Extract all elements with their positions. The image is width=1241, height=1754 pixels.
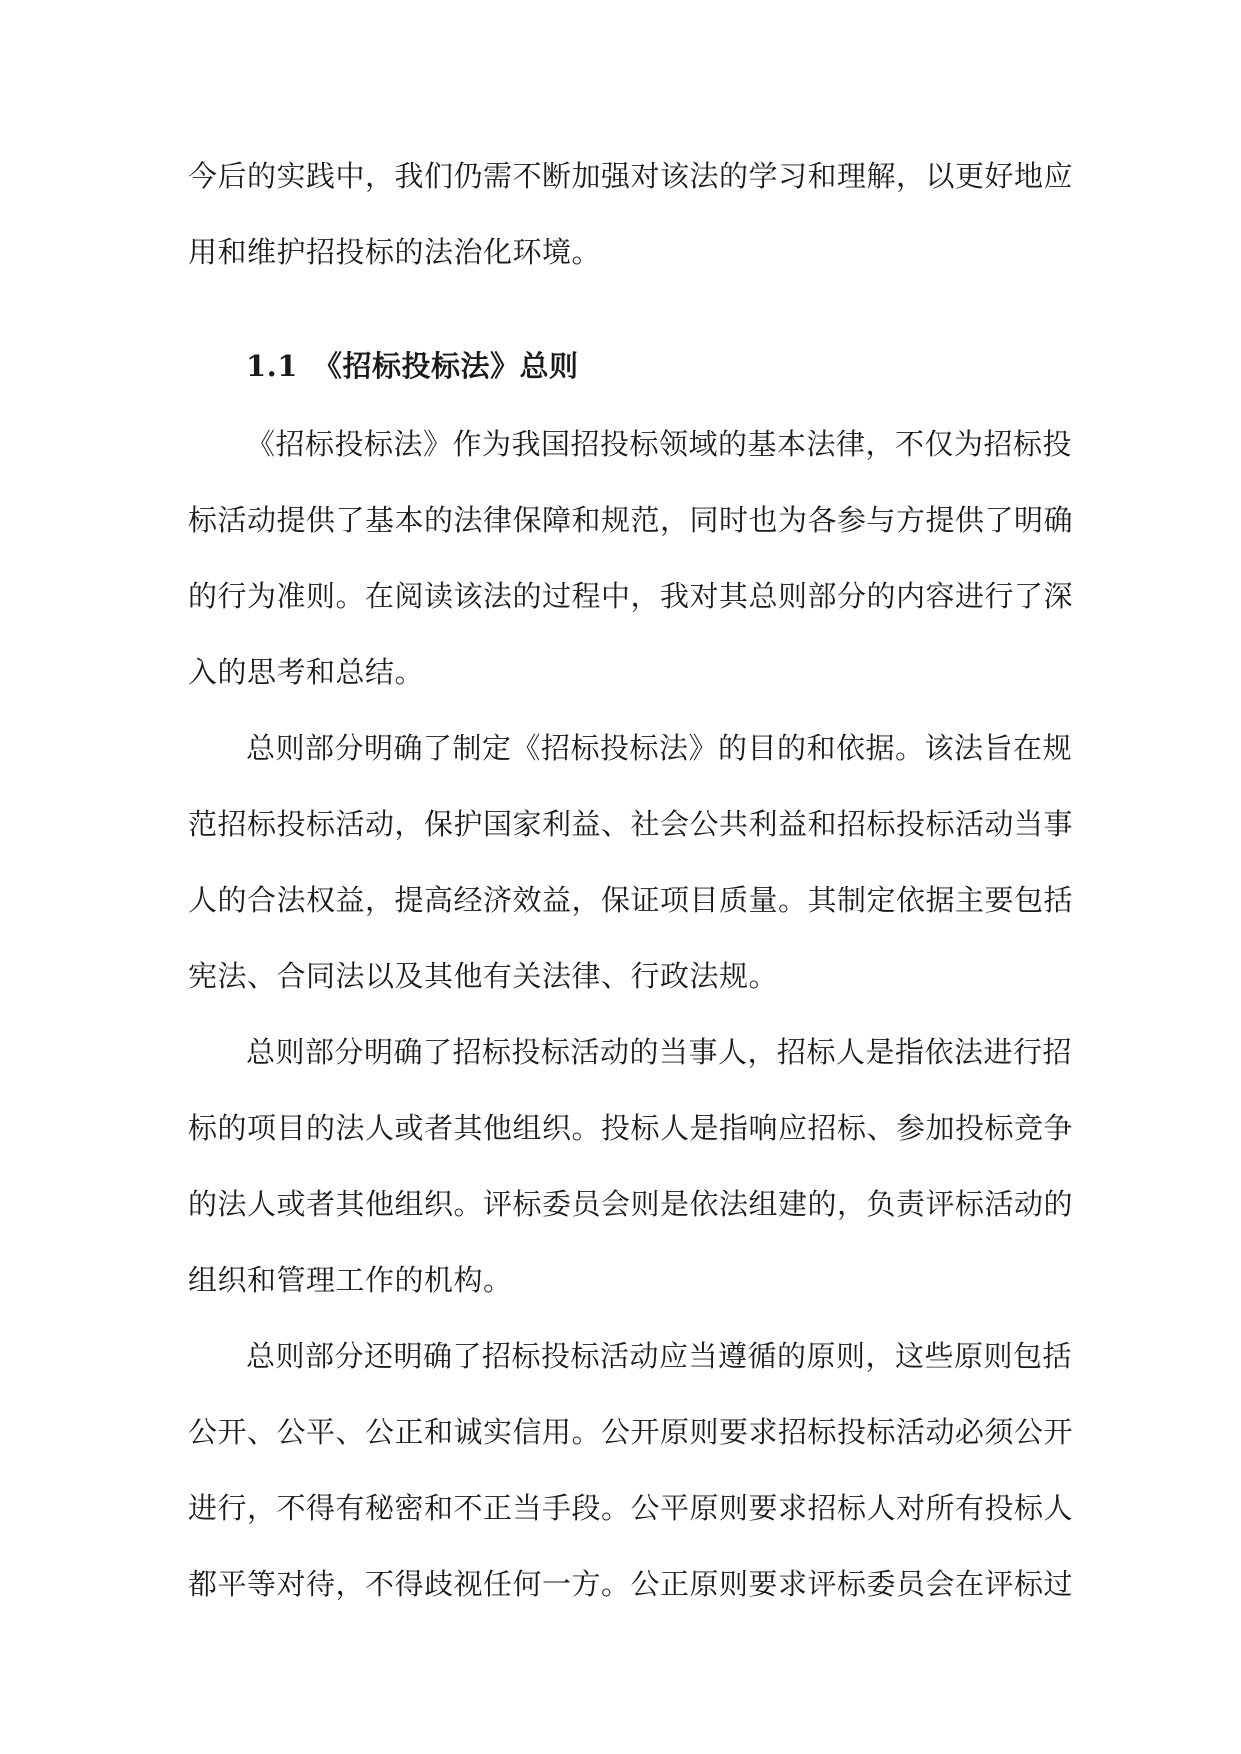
paragraph-line: 《招标投标法》作为我国招投标领域的基本法律，不仅为招标投 (246, 427, 1073, 461)
paragraph-aim-and-basis (188, 710, 1074, 1014)
paragraph-line: 总则部分明确了制定《招标投标法》的目的和依据。该法旨在规 (246, 731, 1073, 765)
intro-line: 用和维护招投标的法治化环境。 (188, 235, 602, 269)
paragraph-line: 人的合法权益，提高经济效益，保证项目质量。其制定依据主要包括 (188, 883, 1074, 917)
paragraph-line: 的法人或者其他组织。评标委员会则是依法组建的，负责评标活动的 (188, 1187, 1074, 1221)
paragraph-line: 总则部分明确了招标投标活动的当事人，招标人是指依法进行招 (246, 1035, 1073, 1069)
document-page (188, 138, 1074, 1622)
paragraph-line: 的行为准则。在阅读该法的过程中，我对其总则部分的内容进行了深 (188, 579, 1074, 613)
paragraph-purpose-of-law (188, 406, 1074, 710)
paragraph-line: 总则部分还明确了招标投标活动应当遵循的原则，这些原则包括 (246, 1339, 1073, 1373)
paragraph-principles (188, 1318, 1074, 1622)
intro-line: 今后的实践中，我们仍需不断加强对该法的学习和理解，以更好地应 (188, 159, 1074, 193)
paragraph-line: 进行，不得有秘密和不正当手段。公平原则要求招标人对所有投标人 (188, 1491, 1074, 1525)
section-heading: 1.1 《招标投标法》总则 (246, 349, 579, 383)
paragraph-line: 宪法、合同法以及其他有关法律、行政法规。 (188, 959, 779, 993)
paragraph-line: 都平等对待，不得歧视任何一方。公正原则要求评标委员会在评标过 (188, 1567, 1074, 1601)
paragraph-parties (188, 1014, 1074, 1318)
paragraph-line: 组织和管理工作的机构。 (188, 1263, 513, 1297)
paragraph-line: 标的项目的法人或者其他组织。投标人是指响应招标、参加投标竞争 (188, 1111, 1074, 1145)
paragraph-line: 入的思考和总结。 (188, 655, 425, 689)
paragraph-line: 标活动提供了基本的法律保障和规范，同时也为各参与方提供了明确 (188, 503, 1074, 537)
paragraph-line: 范招标投标活动，保护国家利益、社会公共利益和招标投标活动当事 (188, 807, 1074, 841)
paragraph-line: 公开、公平、公正和诚实信用。公开原则要求招标投标活动必须公开 (188, 1415, 1074, 1449)
